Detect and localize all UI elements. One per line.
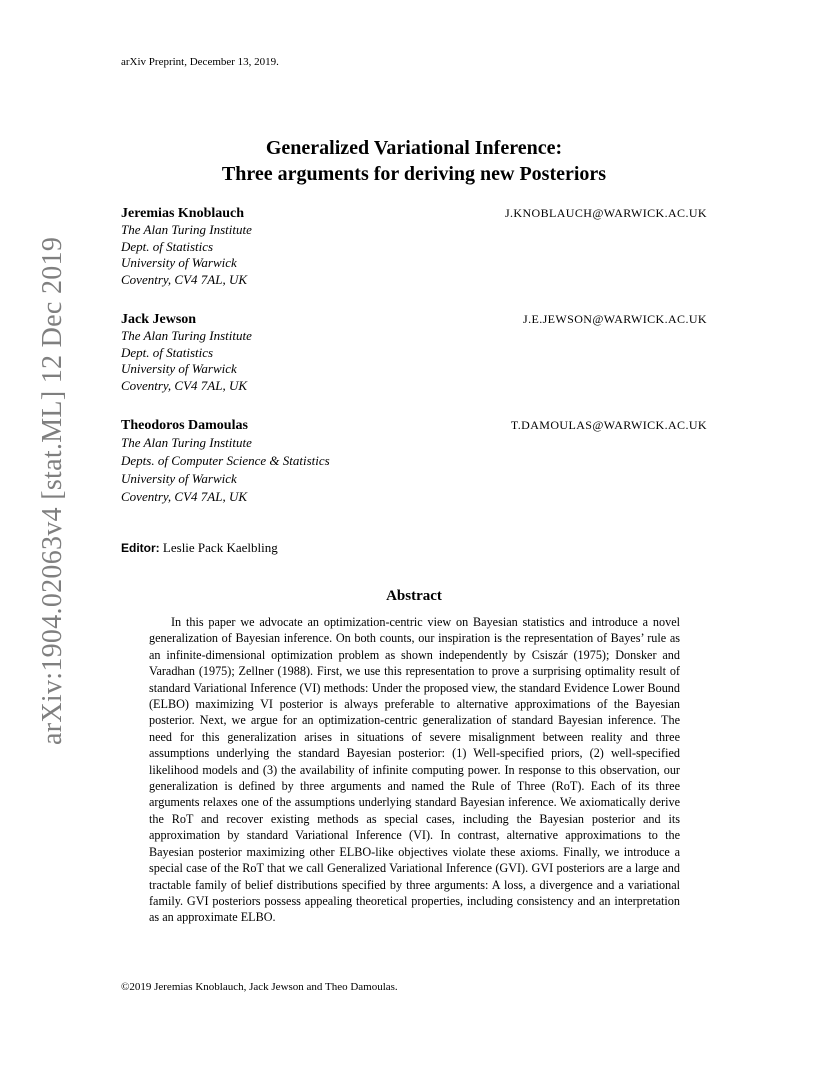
author-email[interactable]: J.E.JEWSON@WARWICK.AC.UK bbox=[523, 312, 707, 326]
title-line-2: Three arguments for deriving new Posteriors bbox=[221, 163, 607, 185]
editor-line bbox=[121, 540, 278, 556]
paper-title bbox=[0, 135, 828, 187]
abstract-heading: Abstract bbox=[386, 588, 442, 604]
author-affiliation-line: The Alan Turing Institute bbox=[121, 435, 252, 450]
author-affiliation-line: The Alan Turing Institute bbox=[121, 328, 252, 343]
author-affiliation-line: The Alan Turing Institute bbox=[121, 222, 252, 237]
author-block-2 bbox=[121, 312, 707, 394]
author-affiliation-line: Coventry, CV4 7AL, UK bbox=[121, 271, 248, 287]
author-affiliation-line: Coventry, CV4 7AL, UK bbox=[121, 489, 248, 504]
author-affiliation-line: University of Warwick bbox=[121, 255, 237, 270]
author-affiliation-line: Dept. of Statistics bbox=[121, 344, 214, 360]
arxiv-side-identifier: arXiv:1904.02063v4 [stat.ML] 12 Dec 2019 bbox=[37, 236, 68, 745]
editor-name: Leslie Pack Kaelbling bbox=[162, 540, 278, 555]
author-affiliation-line: Depts. of Computer Science & Statistics bbox=[121, 453, 330, 468]
title-line-1: Generalized Variational Inference: bbox=[265, 137, 563, 159]
copyright-notice: ©2019 Jeremias Knoblauch, Jack Jewson and Theo Damoulas. bbox=[121, 981, 398, 993]
editor-label: Editor: bbox=[121, 541, 160, 555]
author-affiliation-line: Coventry, CV4 7AL, UK bbox=[121, 377, 248, 393]
author-affiliation-line: University of Warwick bbox=[121, 361, 237, 376]
author-block-1 bbox=[121, 206, 707, 288]
author-name: Theodoros Damoulas bbox=[121, 418, 248, 433]
author-block-3 bbox=[121, 418, 707, 506]
abstract-text: In this paper we advocate an optimization-centric view on Bayesian statistics and introduce a novel generalization of Bayesian inference. On both counts, our inspiration is the representation of Bayes’ rule as an infinite-dimensional optimization problem as shown independently by Csiszár (1975); Donsker and Varadhan (1975); Zellner (1988). First, we use this representation to prove a surprising optimality result of standard Variational Inference (VI) methods: Under the proposed view, the standard Evidence Lower Bound (ELBO) maximizing VI posterior is always preferable to alternative approximations of the Bayesian posterior. Next, we argue for an optimization-centric generalization of standard Bayesian inference. The need for this generalization arises in situations of severe misalignment between reality and three assumptions underlying the standard Bayesian posterior: (1) Well-specified priors, (2) well-specified likelihood models and (3) the availability of infinite computing power. In response to this observation, our generalization is defined by three arguments and named the Rule of Three (RoT). Each of its three arguments relaxes one of the assumptions underlying standard Bayesian inference. We axiomatically derive the RoT and recover existing methods as special cases, including the Bayesian posterior and its approximation by standard Variational Inference (VI). In contrast, alternative approximations to the Bayesian posterior maximizing other ELBO-like objectives violate these axioms. Finally, we introduce a special case of the RoT that we call Generalized Variational Inference (GVI). GVI posteriors are a large and tractable family of belief distributions specified by three arguments: A loss, a divergence and a variational family. GVI posteriors possess appealing theoretical properties, including consistency and an interpretation as an approximate ELBO. bbox=[149, 615, 680, 925]
header-note: arXiv Preprint, December 13, 2019. bbox=[121, 56, 279, 68]
author-name: Jeremias Knoblauch bbox=[121, 206, 245, 221]
author-affiliation-line: University of Warwick bbox=[121, 471, 237, 486]
author-email[interactable]: J.KNOBLAUCH@WARWICK.AC.UK bbox=[504, 206, 707, 220]
author-affiliation-line: Dept. of Statistics bbox=[121, 238, 214, 254]
author-email[interactable]: T.DAMOULAS@WARWICK.AC.UK bbox=[510, 418, 707, 432]
author-name: Jack Jewson bbox=[121, 312, 197, 327]
